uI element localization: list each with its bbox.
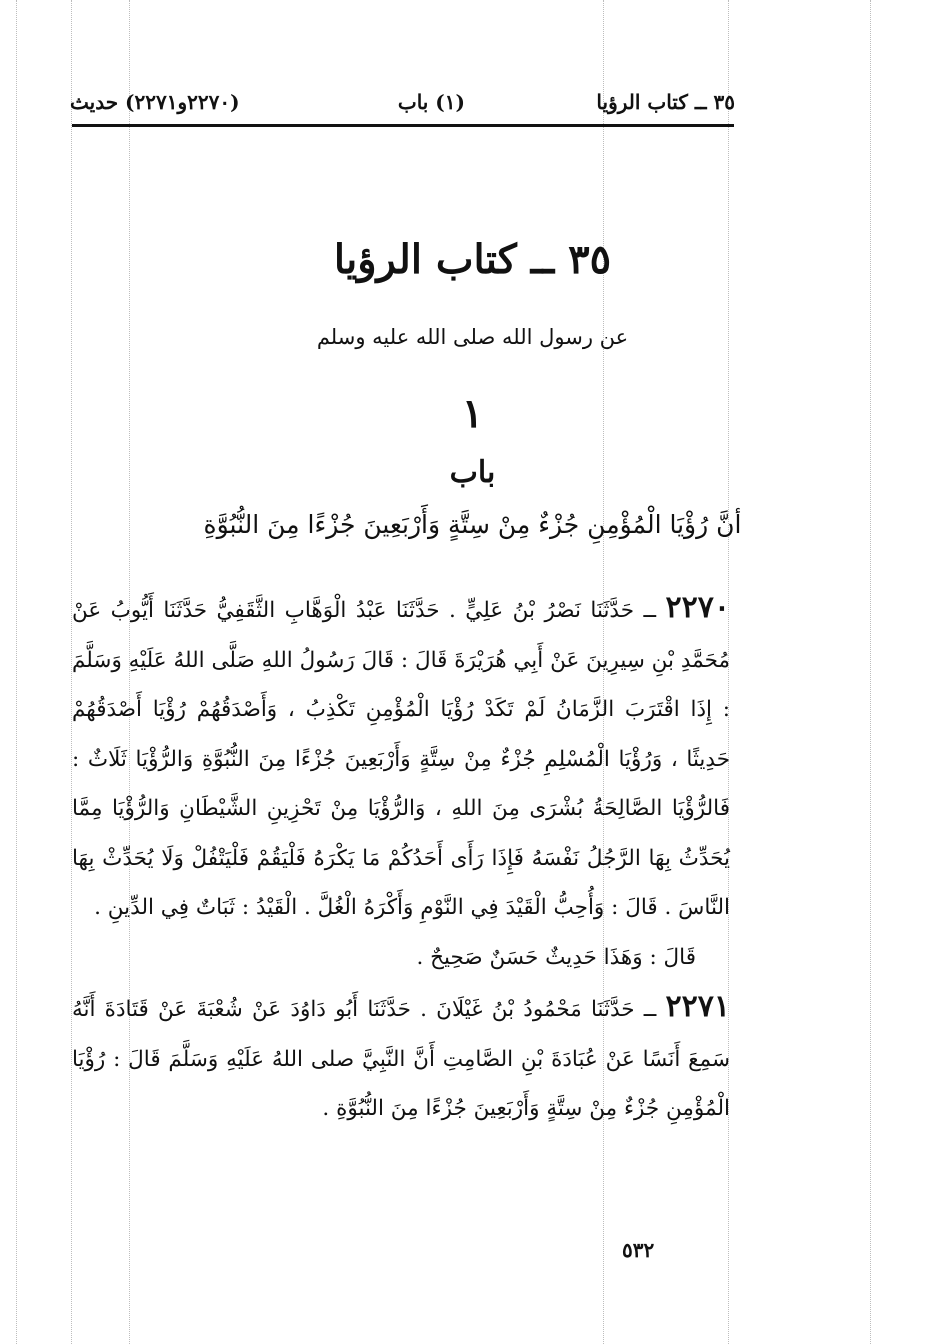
- book-subtitle: عن رسول الله صلى الله عليه وسلم: [316, 325, 629, 349]
- margin-guide-line: [870, 0, 871, 1344]
- body-text: [72, 583, 730, 1134]
- hadith-paragraph: [72, 982, 730, 1134]
- header-book-title: ٣٥ ــ كتاب الرؤيا: [596, 90, 735, 114]
- grading-remark: قَالَ : وَهَذَا حَدِيثٌ حَسَنٌ صَحِيحٌ .: [416, 944, 696, 970]
- hadith-paragraph: [72, 583, 730, 933]
- header-chapter: (١) باب: [397, 90, 465, 114]
- book-title: ٣٥ ــ كتاب الرؤيا: [333, 236, 612, 283]
- page-number: ٥٣٢: [622, 1238, 655, 1262]
- margin-guide-line: [16, 0, 17, 1344]
- header-rule: [72, 124, 734, 127]
- hadith-text: ــ حَدَّثَنَا مَحْمُودُ بْنُ غَيْلَانَ . حَدَّثَنَا أَبُو دَاوُدَ عَنْ شُعْبَةَ عَنْ قَتَادَةَ أَنَّهُ سَمِعَ أَنَسًا عَنْ عُبَادَةَ بْنِ الصَّامِتِ أَنَّ النَّبِيَّ صلى اللهُ عَلَيْهِ وَسَلَّمَ قَالَ : رُؤْيَا الْمُؤْمِنِ جُزْءٌ مِنْ سِتَّةٍ وَأَرْبَعِينَ جُزْءًا مِنَ النُّبُوَّةِ .: [72, 997, 730, 1121]
- hadith-text: ــ حَدَّثَنَا نَصْرُ بْنُ عَلِيٍّ . حَدَّثَنَا عَبْدُ الْوَهَّابِ الثَّقَفِيُّ حَدَّثَنَا أَيُّوبُ عَنْ مُحَمَّدِ بْنِ سِيرِينَ عَنْ أَبِي هُرَيْرَةَ قَالَ : قَالَ رَسُولُ اللهِ صَلَّى اللهُ عَلَيْهِ وَسَلَّمَ : إِذَا اقْتَرَبَ الزَّمَانُ لَمْ تَكَدْ رُؤْيَا الْمُؤْمِنِ تَكْذِبُ ، وَأَصْدَقُهُمْ رُؤْيَا أَصْدَقُهُمْ حَدِيثًا ، وَرُؤْيَا الْمُسْلِمِ جُزْءٌ مِنْ سِتَّةٍ وَأَرْبَعِينَ جُزْءًا مِنَ النُّبُوَّةِ وَالرُّؤْيَا ثَلَاثٌ : فَالرُّؤْيَا الصَّالِحَةُ بُشْرَى مِنَ اللهِ ، وَالرُّؤْيَا مِنْ تَحْزِينِ الشَّيْطَانِ وَالرُّؤْيَا مِمَّا يُحَدِّثُ بِهَا الرَّجُلُ نَفْسَهُ فَإِذَا رَأَى أَحَدُكُمْ مَا يَكْرَهُ فَلْيَقُمْ فَلْيَتْفُلْ وَلَا يُحَدِّثْ بِهَا النَّاسَ . قَالَ : وَأُحِبُّ الْقَيْدَ فِي النَّوْمِ وَأَكْرَهُ الْغُلَّ . الْقَيْدُ : ثَبَاتٌ فِي الدِّينِ .: [72, 598, 730, 920]
- chapter-label: باب: [449, 455, 496, 490]
- hadith-number: ٢٢٧٠: [665, 590, 730, 625]
- chapter-heading: أنَّ رُؤْيَا الْمُؤْمِنِ جُزْءٌ مِنْ سِتَّةٍ وَأَرْبَعِينَ جُزْءًا مِنَ النُّبُوَّةِ: [203, 510, 742, 539]
- header-hadith-range: (٢٢٧٠و٢٢٧١) حديث: [70, 90, 240, 114]
- chapter-number: ١: [461, 390, 484, 437]
- hadith-number: ٢٢٧١: [665, 989, 730, 1024]
- running-header: [70, 84, 735, 124]
